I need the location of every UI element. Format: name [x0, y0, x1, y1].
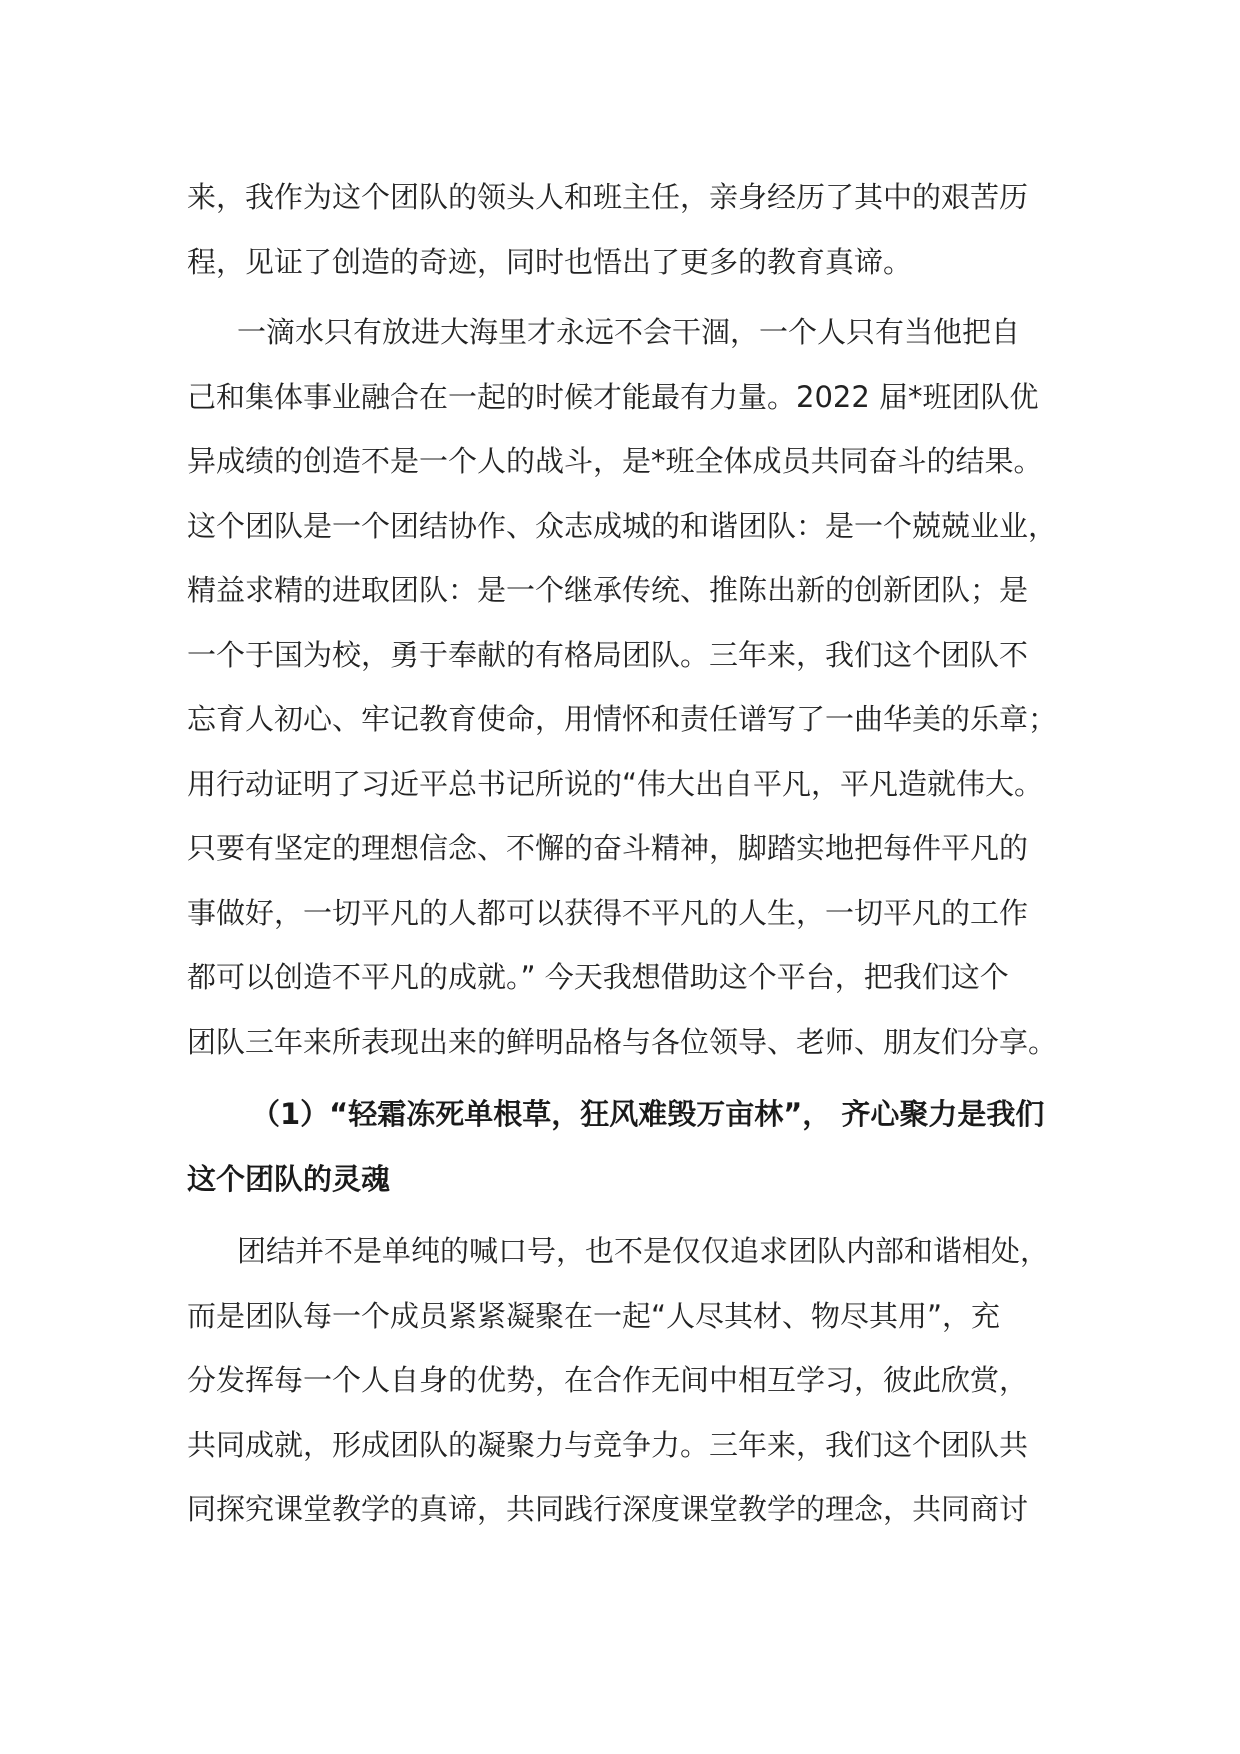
text-line: 同探究课堂教学的真谛，共同践行深度课堂教学的理念，共同商讨	[187, 1492, 1029, 1526]
paragraph-start-line: 团结并不是单纯的喊口号，也不是仅仅追求团队内部和谐相处，	[237, 1234, 1050, 1268]
text-line: 程，见证了创造的奇迹，同时也悟出了更多的教育真谛。	[187, 244, 913, 279]
text-line: 都可以创造不平凡的成就。” 今天我想借助这个平台，把我们这个	[187, 960, 1009, 994]
text-line: 团队三年来所表现出来的鲜明品格与各位领导、老师、朋友们分享。	[187, 1024, 1058, 1059]
text-line: 一个于国为校，勇于奉献的有格局团队。三年来，我们这个团队不	[187, 637, 1029, 672]
text-line: 共同成就，形成团队的凝聚力与竞争力。三年来，我们这个团队共	[187, 1427, 1029, 1462]
text-line: 分发挥每一个人自身的优势，在合作无间中相互学习，彼此欣赏，	[187, 1363, 1029, 1397]
text-line: 用行动证明了习近平总书记所说的“伟大出自平凡，平凡造就伟大。	[187, 766, 1044, 801]
text-line: 这个团队是一个团结协作、众志成城的和谐团队：是一个兢兢业业，	[187, 508, 1058, 543]
body-text	[187, 165, 1067, 1542]
section-heading-line: 这个团队的灵魂	[187, 1161, 391, 1196]
paragraph-start-line: 一滴水只有放进大海里才永远不会干涸，一个人只有当他把自	[237, 315, 1021, 349]
text-line: 精益求精的进取团队：是一个继承传统、推陈出新的创新团队；是	[187, 573, 1029, 607]
text-line: 只要有坚定的理想信念、不懈的奋斗精神，脚踏实地把每件平凡的	[187, 831, 1029, 865]
text-line: 异成绩的创造不是一个人的战斗，是*班全体成员共同奋斗的结果。	[187, 444, 1043, 478]
text-line: 来，我作为这个团队的领头人和班主任，亲身经历了其中的艰苦历	[187, 180, 1029, 214]
text-line: 忘育人初心、牢记教育使命，用情怀和责任谱写了一曲华美的乐章；	[187, 702, 1058, 736]
text-line: 己和集体事业融合在一起的时候才能最有力量。2022 届*班团队优	[187, 379, 1039, 414]
section-heading-line: （1）“轻霜冻死单根草，狂风难毁万亩林”， 齐心聚力是我们	[251, 1097, 1045, 1131]
text-line: 事做好，一切平凡的人都可以获得不平凡的人生，一切平凡的工作	[187, 895, 1029, 930]
text-line: 而是团队每一个成员紧紧凝聚在一起“人尽其材、物尽其用”，充	[187, 1298, 1001, 1333]
